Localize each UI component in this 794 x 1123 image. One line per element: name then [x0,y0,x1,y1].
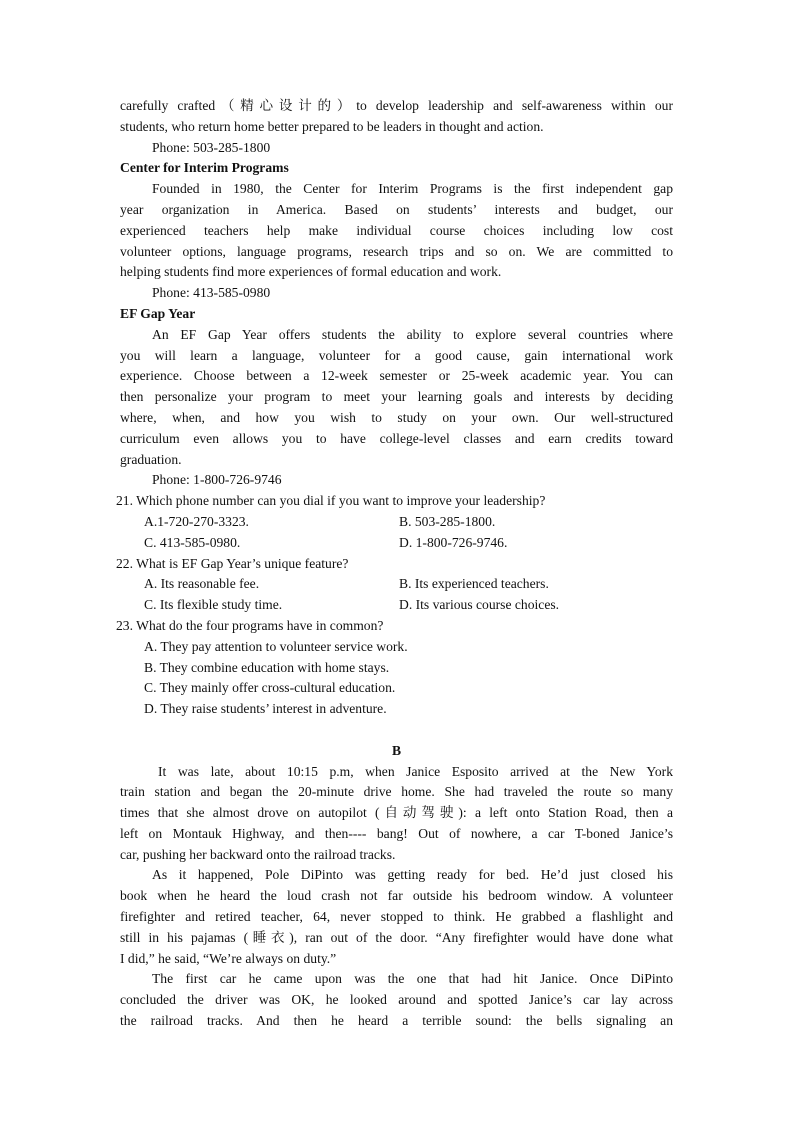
paragraph-line: then personalize your program to meet your learning goals and interests by deciding [120,389,673,405]
question-stem: 22. What is EF Gap Year’s unique feature? [116,555,349,571]
paragraph-line: experience. Choose between a 12-week semester or 25-week academic year. You can [120,368,673,384]
paragraph-line: The first car he came upon was the one that had hit Janice. Once DiPinto [152,971,673,987]
paragraph-line: book when he heard the loud crash not far outside his bedroom window. A volunteer [120,888,673,904]
paragraph-line: concluded the driver was OK, he looked around and spotted Janice’s car lay across [120,992,673,1008]
paragraph-line: curriculum even allows you to have college-level classes and earn credits toward [120,430,673,446]
spacer [120,720,673,741]
phone-number: Phone: 1-800-726-9746 [152,472,282,488]
option: A. They pay attention to volunteer service work. [144,638,408,654]
option: C. They mainly offer cross-cultural education. [144,680,396,696]
intro-line-2: students, who return home better prepared to be leaders in thought and action. [120,118,544,134]
option-row [120,533,673,554]
option: C. 413-585-0980. [144,534,241,550]
paragraph-line: It was late, about 10:15 p.m, when Janice Esposito arrived at the New York [158,763,673,779]
option: D. They raise students’ interest in adventure. [144,701,387,717]
paragraph-line: graduation. [120,451,182,467]
document-page [116,96,673,1032]
intro-line-1: carefully crafted（精心设计的）to develop leadership and self-awareness within our [120,98,673,113]
phone-number: Phone: 413-585-0980 [152,285,271,301]
paragraph-line: left on Montauk Highway, and then---- bang! Out of nowhere, a car T-boned Janice’s [120,825,673,841]
section-label: B [391,742,402,758]
phone-number: Phone: 503-285-1800 [152,139,271,155]
option-row [120,574,673,595]
paragraph-line: still in his pajamas (睡衣), ran out of the door. “Any firefighter would have done what [120,929,673,945]
paragraph-line: firefighter and retired teacher, 64, never stopped to think. He grabbed a flashlight and [120,909,673,925]
paragraph-line: times that she almost drove on autopilot (自动驾驶): a left onto Station Road, then a [120,805,673,821]
paragraph-line: volunteer options, language programs, research trips and so on. We are committed to [120,243,673,259]
paragraph-line: I did,” he said, “We’re always on duty.” [120,950,337,966]
question-stem: 21. Which phone number can you dial if you want to improve your leadership? [116,493,546,509]
option: A.1-720-270-3323. [144,513,249,529]
paragraph-line: Founded in 1980, the Center for Interim Programs is the first independent gap [152,181,673,197]
option-row [120,595,673,616]
option: B. They combine education with home stays. [144,659,390,675]
paragraph-line: where, when, and how you wish to study on your own. Our well-structured [120,409,673,425]
option: B. 503-285-1800. [399,513,496,529]
program-heading: EF Gap Year [120,305,196,321]
paragraph-line: year organization in America. Based on students’ interests and budget, our [120,201,673,217]
option: A. Its reasonable fee. [144,576,260,592]
paragraph-line: train station and began the 20-minute drive home. She had traveled the route so many [120,784,673,800]
option: D. Its various course choices. [399,597,560,613]
paragraph-line: the railroad tracks. And then he heard a terrible sound: the bells signaling an [120,1013,673,1029]
paragraph-line: As it happened, Pole DiPinto was getting ready for bed. He’d just closed his [152,867,673,883]
question-stem: 23. What do the four programs have in common? [116,617,384,633]
option: B. Its experienced teachers. [399,576,549,592]
paragraph-line: experienced teachers help make individual course choices including low cost [120,222,673,238]
option-row [120,512,673,533]
paragraph-line: helping students find more experiences of formal education and work. [120,264,502,280]
paragraph-line: An EF Gap Year offers students the ability to explore several countries where [152,326,673,342]
program-heading: Center for Interim Programs [120,160,289,176]
paragraph-line: car, pushing her backward onto the railroad tracks. [120,846,396,862]
option: D. 1-800-726-9746. [399,534,508,550]
option: C. Its flexible study time. [144,597,283,613]
paragraph-line: you will learn a language, volunteer for a good cause, gain international work [120,347,673,363]
